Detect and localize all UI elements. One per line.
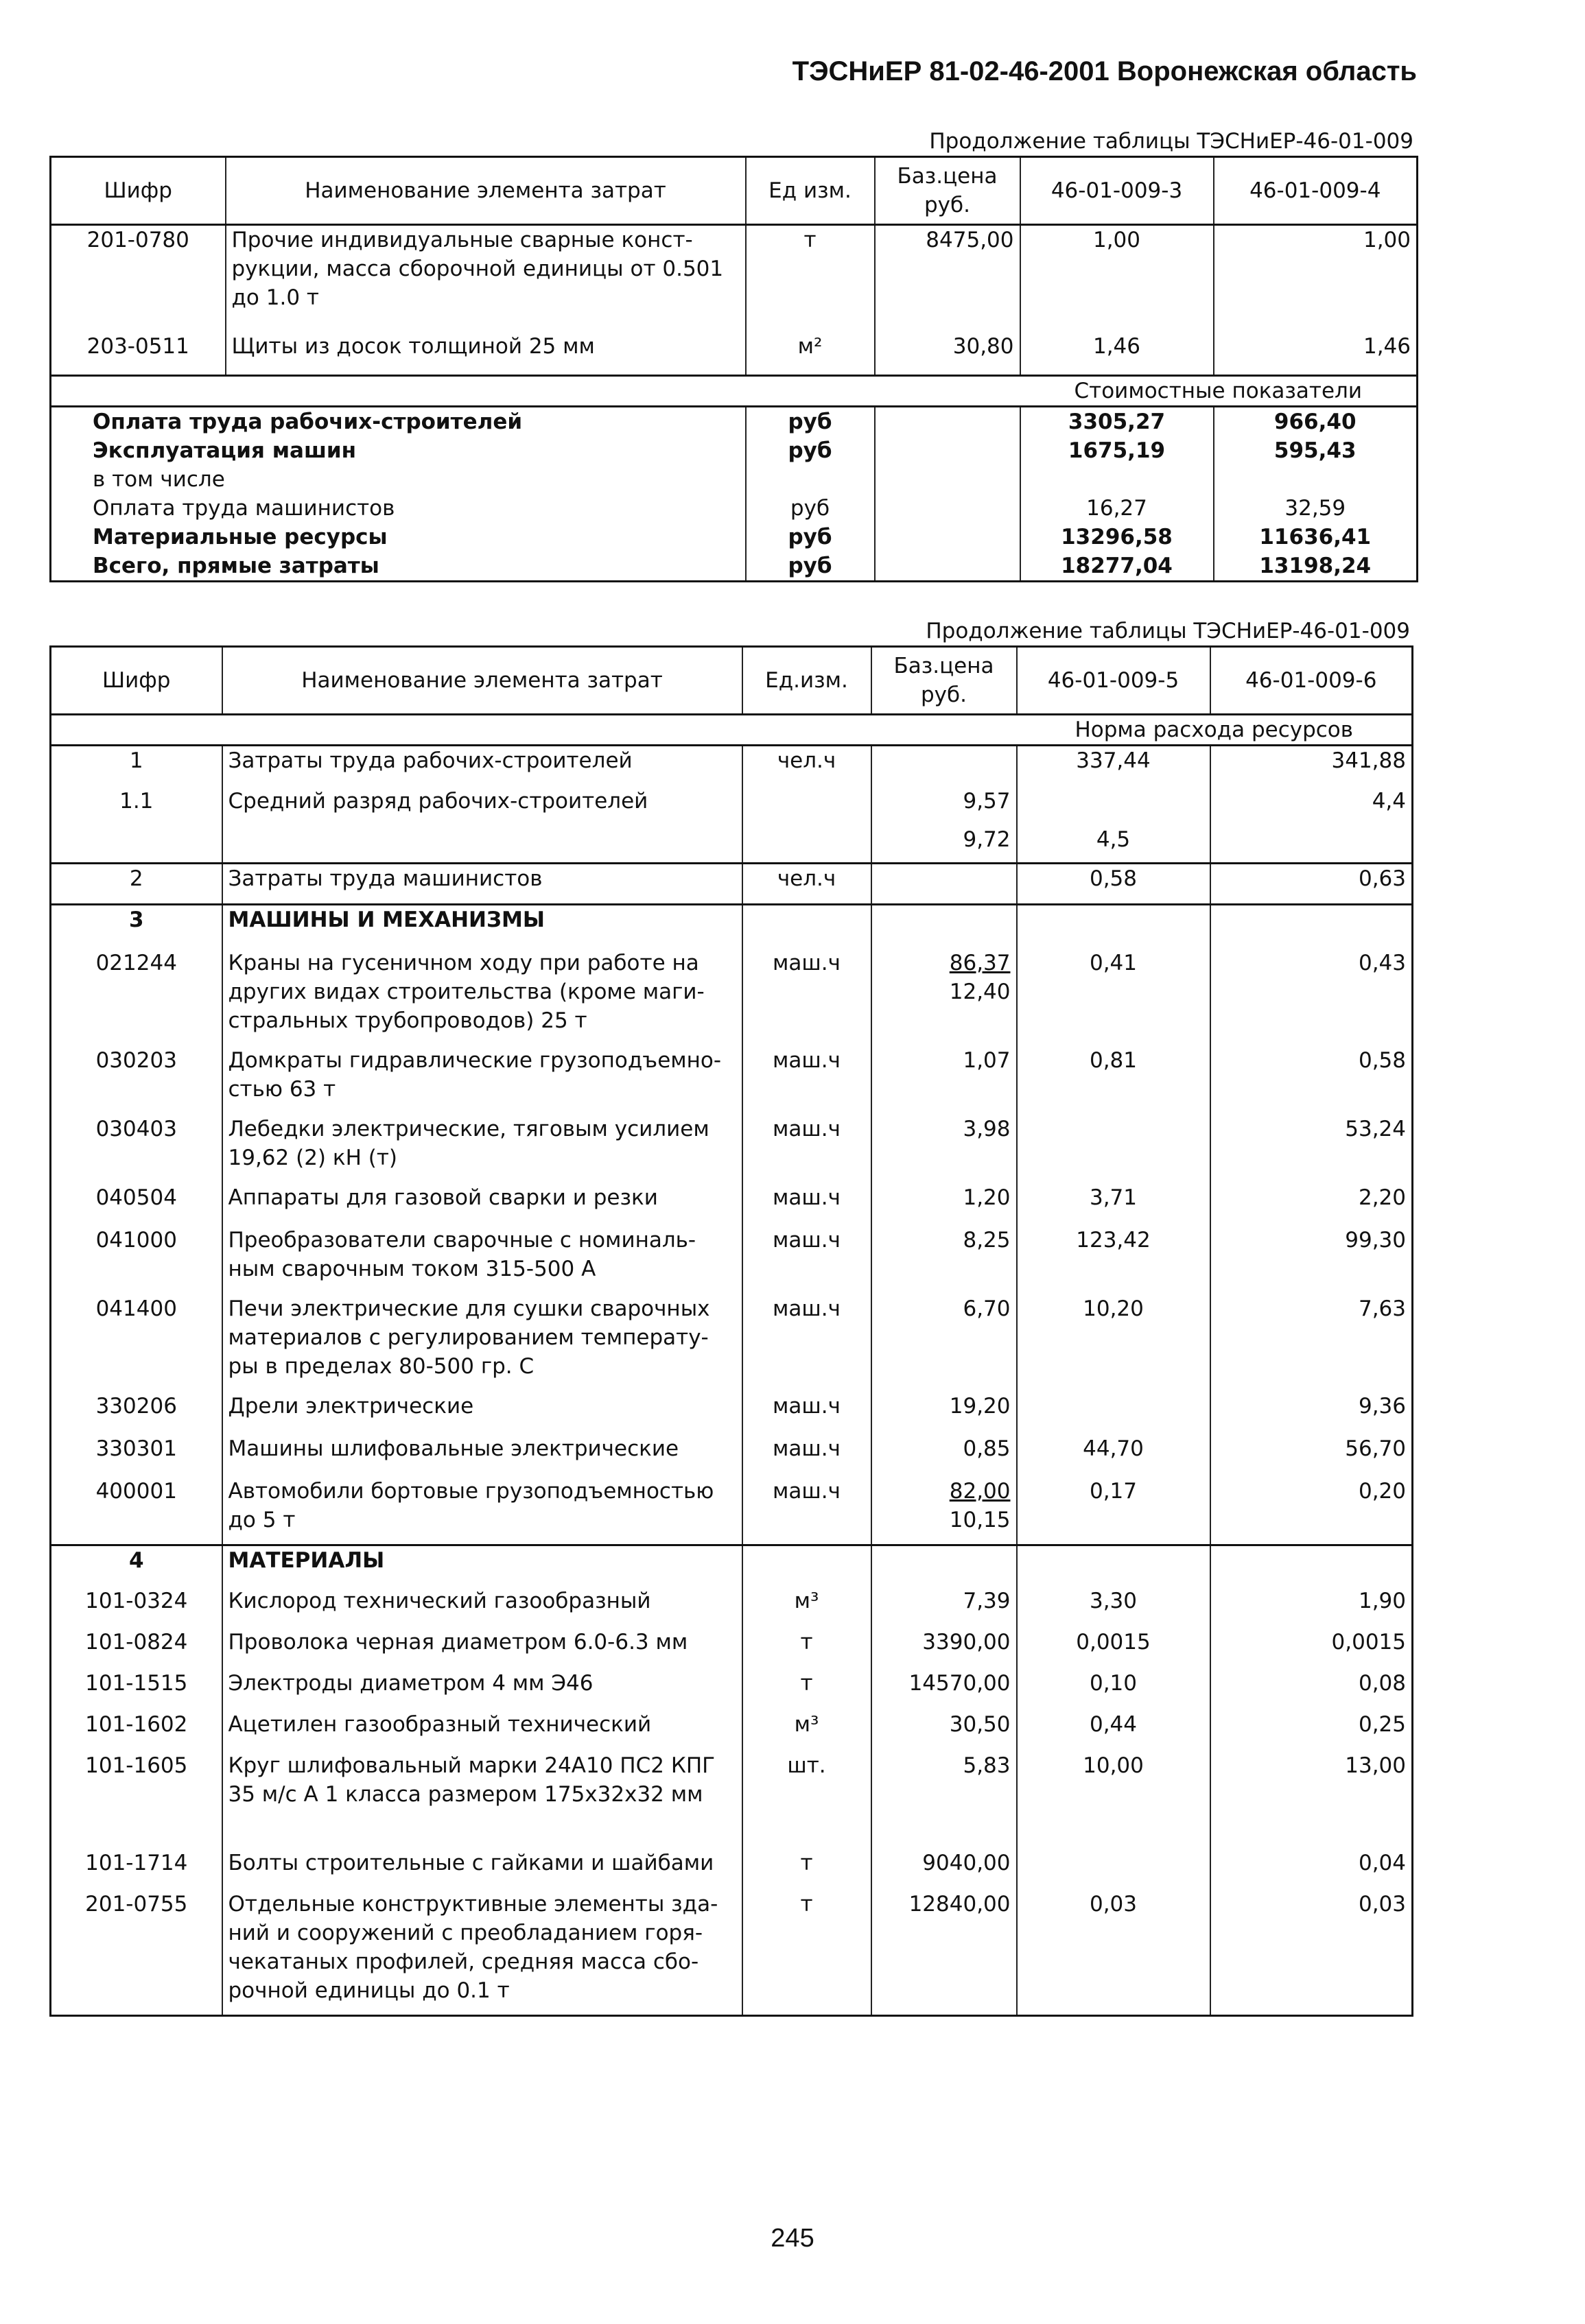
value-cell — [1020, 465, 1214, 494]
unit-cell — [742, 787, 871, 825]
price-cell — [875, 523, 1020, 552]
name-cell: Отдельные конструктивные элементы зда-ний и сооружений с преобладанием горя-чекатаных профилей, средняя масса сбо-рочной единицы до 0.1 т — [222, 1890, 742, 2016]
code-cell: 4 — [51, 1545, 222, 1587]
table-row — [51, 1226, 1413, 1294]
value-cell: 0,41 — [1017, 949, 1210, 1046]
price-cell — [871, 864, 1017, 905]
price-cell: 5,83 — [871, 1751, 1017, 1849]
value-cell: 0,58 — [1017, 864, 1210, 905]
value-cell: 0,04 — [1210, 1849, 1413, 1890]
price-cell: 12840,00 — [871, 1890, 1017, 2016]
value-cell: 966,40 — [1214, 407, 1418, 437]
value-cell: 0,0015 — [1210, 1628, 1413, 1669]
price-cell — [875, 552, 1020, 582]
unit-cell — [742, 1545, 871, 1587]
value-cell — [1210, 905, 1413, 949]
price-cell — [875, 465, 1020, 494]
value-cell: 1,00 — [1020, 225, 1214, 332]
code-cell: 3 — [51, 905, 222, 949]
price-cell — [871, 1545, 1017, 1587]
code-cell: 040504 — [51, 1183, 222, 1226]
value-cell: 11636,41 — [1214, 523, 1418, 552]
code-cell: 101-0324 — [51, 1587, 222, 1628]
cost-label-row — [51, 376, 1418, 407]
unit-cell: маш.ч — [742, 1115, 871, 1183]
cost-row — [51, 407, 1418, 437]
unit-cell: т — [746, 225, 875, 332]
value-cell: 56,70 — [1210, 1434, 1413, 1477]
price-cell: 7,39 — [871, 1587, 1017, 1628]
code-cell: 101-1714 — [51, 1849, 222, 1890]
name-cell: Болты строительные с гайками и шайбами — [222, 1849, 742, 1890]
value-cell: 13,00 — [1210, 1751, 1413, 1849]
unit-cell: маш.ч — [742, 1392, 871, 1434]
table-row — [51, 1669, 1413, 1710]
price-cell — [871, 949, 1017, 1046]
table2 — [49, 645, 1413, 2017]
name-cell: Преобразователи сварочные с номиналь-ным сварочным током 315-500 А — [222, 1226, 742, 1294]
price-cell — [875, 494, 1020, 523]
code-cell: 1.1 — [51, 787, 222, 825]
name-cell: Прочие индивидуальные сварные конст-рукции, масса сборочной единицы от 0.501 до 1.0 т — [226, 225, 746, 332]
norm-label: Норма расхода ресурсов — [1017, 715, 1413, 746]
code-cell: 1 — [51, 746, 222, 787]
value-cell: 0,58 — [1210, 1046, 1413, 1115]
name-cell: Домкраты гидравлические грузоподъемно-стью 63 т — [222, 1046, 742, 1115]
name-cell: Круг шлифовальный марки 24А10 ПС2 КПГ 35 м/с А 1 класса размером 175х32х32 мм — [222, 1751, 742, 1849]
code-cell: 030203 — [51, 1046, 222, 1115]
table-row — [51, 1392, 1413, 1434]
unit-cell: руб — [746, 494, 875, 523]
value-cell: 4,4 — [1210, 787, 1413, 825]
unit-cell: т — [742, 1628, 871, 1669]
code-cell: 041400 — [51, 1294, 222, 1392]
price-cell: 9,57 — [871, 787, 1017, 825]
unit-cell: руб — [746, 436, 875, 465]
code-cell: 203-0511 — [51, 332, 226, 376]
header-name: Наименование элемента затрат — [226, 157, 746, 225]
unit-cell: м² — [746, 332, 875, 376]
unit-cell: руб — [746, 523, 875, 552]
price-cell — [875, 436, 1020, 465]
value-cell: 0,20 — [1210, 1477, 1413, 1545]
spacer — [51, 376, 1020, 407]
value-cell: 0,81 — [1017, 1046, 1210, 1115]
cost-name-cell: Материальные ресурсы — [51, 523, 746, 552]
table-row — [51, 905, 1413, 949]
code-cell: 101-1515 — [51, 1669, 222, 1710]
value-cell — [1017, 1115, 1210, 1183]
unit-cell — [742, 825, 871, 864]
value-cell: 1,46 — [1214, 332, 1418, 376]
table-header-row — [51, 647, 1413, 715]
price-cell: 30,50 — [871, 1710, 1017, 1751]
table-row — [51, 1115, 1413, 1183]
value-cell: 0,43 — [1210, 949, 1413, 1046]
header-price: Баз.цена руб. — [871, 647, 1017, 715]
unit-cell: маш.ч — [742, 1226, 871, 1294]
name-cell: МАШИНЫ И МЕХАНИЗМЫ — [222, 905, 742, 949]
cost-row — [51, 494, 1418, 523]
value-cell — [1017, 787, 1210, 825]
cost-row — [51, 552, 1418, 582]
price-cell: 9,72 — [871, 825, 1017, 864]
name-cell: Краны на гусеничном ходу при работе на других видах строительства (кроме маги-стральных трубопроводов) 25 т — [222, 949, 742, 1046]
price-value: 82,00 — [949, 1478, 1011, 1504]
value-cell: 13296,58 — [1020, 523, 1214, 552]
value-cell: 32,59 — [1214, 494, 1418, 523]
table1 — [49, 156, 1418, 582]
value-cell: 18277,04 — [1020, 552, 1214, 582]
price-cell — [871, 905, 1017, 949]
name-cell: Затраты труда машинистов — [222, 864, 742, 905]
name-cell: Аппараты для газовой сварки и резки — [222, 1183, 742, 1226]
table-row — [51, 1477, 1413, 1545]
name-cell: Ацетилен газообразный технический — [222, 1710, 742, 1751]
value-cell — [1017, 1392, 1210, 1434]
value-cell: 337,44 — [1017, 746, 1210, 787]
code-cell: 2 — [51, 864, 222, 905]
value-cell: 0,0015 — [1017, 1628, 1210, 1669]
price-cell: 9040,00 — [871, 1849, 1017, 1890]
unit-cell: м³ — [742, 1710, 871, 1751]
code-cell: 201-0780 — [51, 225, 226, 332]
name-cell: Затраты труда рабочих-строителей — [222, 746, 742, 787]
unit-cell — [742, 905, 871, 949]
unit-cell: м³ — [742, 1587, 871, 1628]
code-cell: 330206 — [51, 1392, 222, 1434]
value-cell — [1017, 1545, 1210, 1587]
table-row — [51, 1751, 1413, 1849]
header-name: Наименование элемента затрат — [222, 647, 742, 715]
value-cell: 2,20 — [1210, 1183, 1413, 1226]
unit-cell: т — [742, 1849, 871, 1890]
table2-caption: Продолжение таблицы ТЭСНиЕР-46-01-009 — [926, 619, 1410, 643]
code-cell — [51, 825, 222, 864]
value-cell: 44,70 — [1017, 1434, 1210, 1477]
code-cell: 400001 — [51, 1477, 222, 1545]
table-row — [51, 1183, 1413, 1226]
value-cell: 3,30 — [1017, 1587, 1210, 1628]
table-row — [51, 332, 1418, 376]
table-row — [51, 1628, 1413, 1669]
price-cell: 0,85 — [871, 1434, 1017, 1477]
value-cell: 1,00 — [1214, 225, 1418, 332]
unit-cell: маш.ч — [742, 1477, 871, 1545]
name-cell: Кислород технический газообразный — [222, 1587, 742, 1628]
price-cell — [871, 746, 1017, 787]
unit-cell: маш.ч — [742, 1046, 871, 1115]
value-cell: 0,10 — [1017, 1669, 1210, 1710]
value-cell: 0,08 — [1210, 1669, 1413, 1710]
value-cell — [1210, 1545, 1413, 1587]
value-cell: 1,90 — [1210, 1587, 1413, 1628]
table-row — [51, 1434, 1413, 1477]
price-cell: 19,20 — [871, 1392, 1017, 1434]
table-row — [51, 825, 1413, 864]
cost-name-cell: Всего, прямые затраты — [51, 552, 746, 582]
value-cell: 9,36 — [1210, 1392, 1413, 1434]
code-cell: 041000 — [51, 1226, 222, 1294]
table-row — [51, 864, 1413, 905]
value-cell: 13198,24 — [1214, 552, 1418, 582]
table-row — [51, 1890, 1413, 2016]
code-cell: 101-1605 — [51, 1751, 222, 1849]
header-unit: Ед изм. — [746, 157, 875, 225]
value-cell: 0,25 — [1210, 1710, 1413, 1751]
unit-cell — [746, 465, 875, 494]
price-cell: 30,80 — [875, 332, 1020, 376]
value-cell: 53,24 — [1210, 1115, 1413, 1183]
name-cell: МАТЕРИАЛЫ — [222, 1545, 742, 1587]
name-cell: Средний разряд рабочих-строителей — [222, 787, 742, 825]
name-cell: Лебедки электрические, тяговым усилием 19,62 (2) кН (т) — [222, 1115, 742, 1183]
unit-cell: т — [742, 1669, 871, 1710]
price-cell: 14570,00 — [871, 1669, 1017, 1710]
value-cell: 10,20 — [1017, 1294, 1210, 1392]
value-cell: 0,44 — [1017, 1710, 1210, 1751]
table-row — [51, 787, 1413, 825]
value-cell: 7,63 — [1210, 1294, 1413, 1392]
price-cell: 8,25 — [871, 1226, 1017, 1294]
table1-caption: Продолжение таблицы ТЭСНиЕР-46-01-009 — [929, 129, 1413, 154]
cost-name-cell: Оплата труда машинистов — [51, 494, 746, 523]
spacer — [51, 715, 1017, 746]
value-cell: 1,46 — [1020, 332, 1214, 376]
unit-cell: маш.ч — [742, 1294, 871, 1392]
unit-cell: руб — [746, 407, 875, 437]
table-row — [51, 746, 1413, 787]
cost-name-cell: в том числе — [51, 465, 746, 494]
code-cell: 201-0755 — [51, 1890, 222, 2016]
norm-label-row — [51, 715, 1413, 746]
value-cell: 4,5 — [1017, 825, 1210, 864]
page-number: 245 — [771, 2224, 814, 2253]
value-cell: 10,00 — [1017, 1751, 1210, 1849]
header-unit: Ед.изм. — [742, 647, 871, 715]
name-cell: Проволока черная диаметром 6.0-6.3 мм — [222, 1628, 742, 1669]
table-row — [51, 949, 1413, 1046]
cost-name-cell: Оплата труда рабочих-строителей — [51, 407, 746, 437]
table-header-row — [51, 157, 1418, 225]
value-cell: 0,63 — [1210, 864, 1413, 905]
value-cell: 0,03 — [1017, 1890, 1210, 2016]
header-code: Шифр — [51, 157, 226, 225]
header-price: Баз.цена руб. — [875, 157, 1020, 225]
code-cell: 330301 — [51, 1434, 222, 1477]
header-col-1: 46-01-009-3 — [1020, 157, 1214, 225]
value-cell: 123,42 — [1017, 1226, 1210, 1294]
value-cell: 16,27 — [1020, 494, 1214, 523]
code-cell: 021244 — [51, 949, 222, 1046]
table-row — [51, 225, 1418, 332]
document-header: ТЭСНиЕР 81-02-46-2001 Воронежская область — [792, 56, 1417, 86]
value-cell: 595,43 — [1214, 436, 1418, 465]
cost-row — [51, 465, 1418, 494]
price-value-secondary: 12,40 — [949, 979, 1011, 1004]
unit-cell: маш.ч — [742, 949, 871, 1046]
name-cell — [222, 825, 742, 864]
code-cell: 101-0824 — [51, 1628, 222, 1669]
price-cell: 1,07 — [871, 1046, 1017, 1115]
table-row — [51, 1046, 1413, 1115]
unit-cell: маш.ч — [742, 1183, 871, 1226]
value-cell: 3305,27 — [1020, 407, 1214, 437]
value-cell: 0,17 — [1017, 1477, 1210, 1545]
price-value: 86,37 — [949, 950, 1011, 975]
price-cell: 6,70 — [871, 1294, 1017, 1392]
value-cell: 3,71 — [1017, 1183, 1210, 1226]
table-row — [51, 1710, 1413, 1751]
unit-cell: чел.ч — [742, 864, 871, 905]
table-row — [51, 1545, 1413, 1587]
price-cell: 3390,00 — [871, 1628, 1017, 1669]
cost-row — [51, 523, 1418, 552]
price-cell: 1,20 — [871, 1183, 1017, 1226]
price-cell — [871, 1477, 1017, 1545]
value-cell — [1210, 825, 1413, 864]
header-col-2: 46-01-009-6 — [1210, 647, 1413, 715]
cost-name-cell: Эксплуатация машин — [51, 436, 746, 465]
header-col-2: 46-01-009-4 — [1214, 157, 1418, 225]
code-cell: 030403 — [51, 1115, 222, 1183]
unit-cell: маш.ч — [742, 1434, 871, 1477]
cost-label: Стоимостные показатели — [1020, 376, 1418, 407]
value-cell: 341,88 — [1210, 746, 1413, 787]
header-code: Шифр — [51, 647, 222, 715]
name-cell: Электроды диаметром 4 мм Э46 — [222, 1669, 742, 1710]
unit-cell: шт. — [742, 1751, 871, 1849]
value-cell: 1675,19 — [1020, 436, 1214, 465]
unit-cell: руб — [746, 552, 875, 582]
name-cell: Дрели электрические — [222, 1392, 742, 1434]
name-cell: Машины шлифовальные электрические — [222, 1434, 742, 1477]
table-row — [51, 1849, 1413, 1890]
value-cell — [1017, 1849, 1210, 1890]
table-row — [51, 1587, 1413, 1628]
value-cell — [1017, 905, 1210, 949]
price-cell: 3,98 — [871, 1115, 1017, 1183]
value-cell: 0,03 — [1210, 1890, 1413, 2016]
table-row — [51, 1294, 1413, 1392]
unit-cell: т — [742, 1890, 871, 2016]
name-cell: Щиты из досок толщиной 25 мм — [226, 332, 746, 376]
name-cell: Автомобили бортовые грузоподъемностью до 5 т — [222, 1477, 742, 1545]
unit-cell: чел.ч — [742, 746, 871, 787]
name-cell: Печи электрические для сушки сварочных материалов с регулированием температу-ры в пределах 80-500 гр. С — [222, 1294, 742, 1392]
header-col-1: 46-01-009-5 — [1017, 647, 1210, 715]
code-cell: 101-1602 — [51, 1710, 222, 1751]
price-cell: 8475,00 — [875, 225, 1020, 332]
price-cell — [875, 407, 1020, 437]
price-value-secondary: 10,15 — [949, 1507, 1011, 1532]
value-cell — [1214, 465, 1418, 494]
value-cell: 99,30 — [1210, 1226, 1413, 1294]
cost-row — [51, 436, 1418, 465]
